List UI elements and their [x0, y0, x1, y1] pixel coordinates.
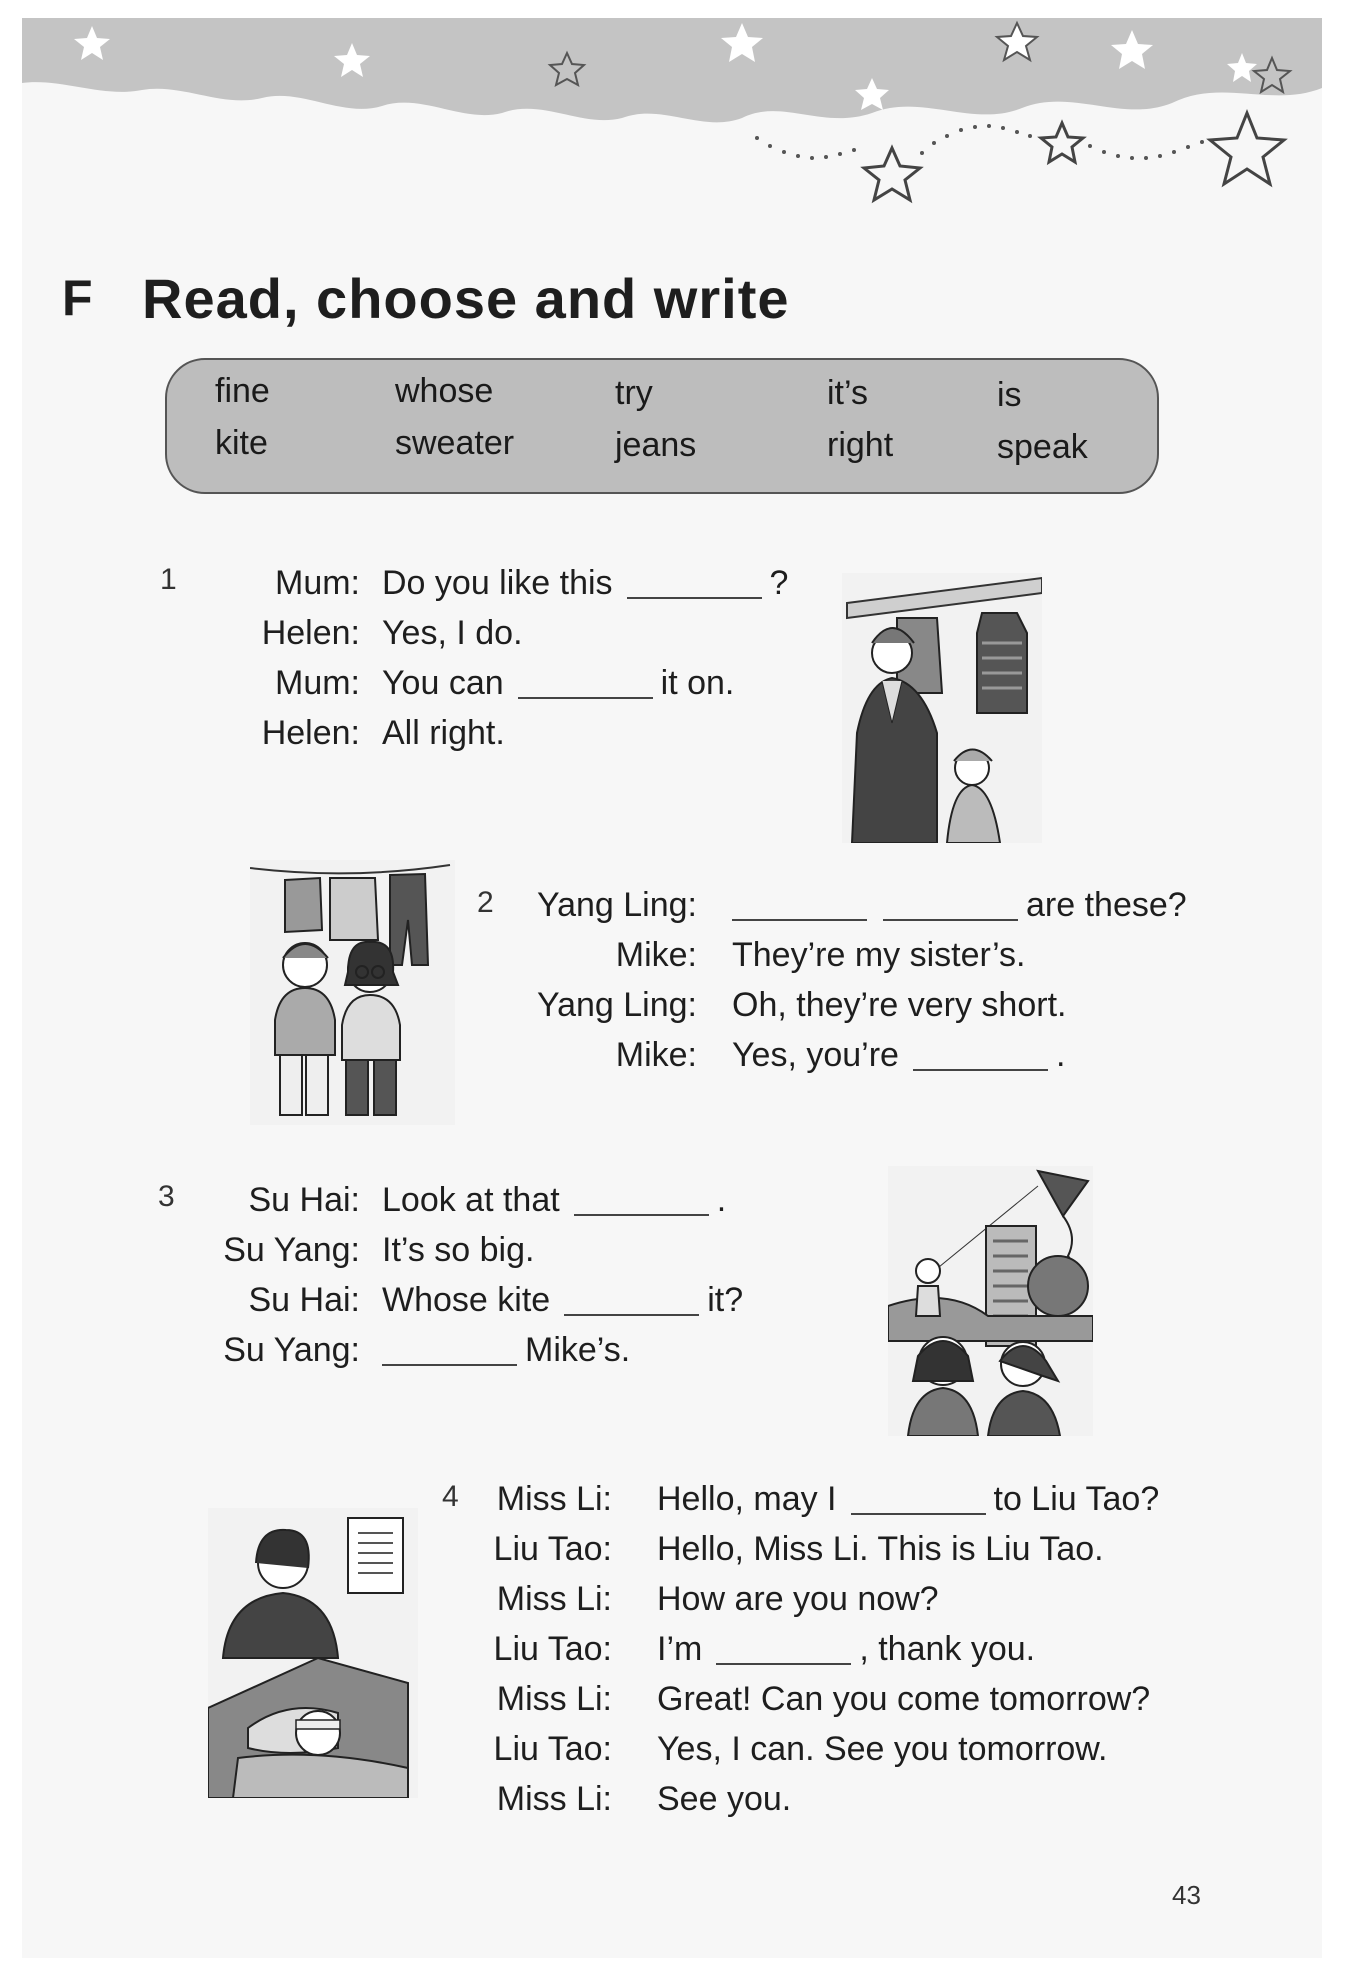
speaker: Miss Li:: [496, 1479, 612, 1518]
speaker: Mike:: [615, 935, 697, 974]
word-box: [165, 358, 1159, 494]
speaker: Yang Ling:: [536, 885, 697, 924]
word-speak: speak: [997, 428, 1088, 466]
speaker: Miss Li:: [496, 1679, 612, 1718]
line-text: They’re my sister’s.: [732, 935, 1026, 974]
line-text: Great! Can you come tomorrow?: [657, 1679, 1151, 1718]
exercise-number: 2: [477, 886, 494, 919]
section-title: Read, choose and write: [142, 266, 790, 330]
speaker: Su Yang:: [223, 1330, 360, 1369]
exercise-number: 1: [160, 563, 177, 596]
speaker: Helen:: [261, 613, 360, 652]
line-text: to Liu Tao?: [993, 1479, 1160, 1518]
line-text: ?: [769, 563, 789, 602]
clothes-line-illustration: [250, 860, 455, 1125]
line-text: Hello, may I: [657, 1479, 837, 1518]
word-kite: kite: [215, 424, 268, 462]
answer-blank[interactable]: [564, 1284, 699, 1316]
speaker: Liu Tao:: [493, 1629, 612, 1668]
phone-call-illustration: [208, 1508, 418, 1798]
speaker: Su Yang:: [223, 1230, 360, 1269]
line-text: Look at that: [382, 1180, 560, 1219]
word-jeans: jeans: [615, 426, 697, 464]
dialogue-line: [182, 1325, 630, 1375]
speaker: Miss Li:: [496, 1779, 612, 1818]
speaker: Mum:: [275, 663, 360, 702]
dialogue-line: [182, 1175, 726, 1225]
line-text: Yes, you’re: [732, 1035, 899, 1074]
line-text: Yes, I do.: [382, 613, 523, 652]
line-text: Yes, I can. See you tomorrow.: [657, 1729, 1108, 1768]
word-sweater: sweater: [395, 424, 515, 462]
line-text: are these?: [1026, 885, 1187, 924]
line-text: You can: [382, 663, 504, 702]
shop-illustration: [842, 573, 1042, 843]
dialogue-line: [182, 608, 523, 658]
dialogue-line: [182, 1275, 743, 1325]
line-text: it?: [707, 1280, 744, 1319]
dialogue-line: [462, 1774, 791, 1824]
answer-blank[interactable]: [913, 1039, 1048, 1071]
exercise-number: 3: [158, 1180, 175, 1213]
dialogue-line: [492, 980, 1066, 1030]
line-text: I’m: [657, 1629, 703, 1668]
word-right: right: [827, 426, 894, 464]
speaker: Liu Tao:: [493, 1729, 612, 1768]
line-text: It’s so big.: [382, 1230, 535, 1269]
speaker: Mum:: [275, 563, 360, 602]
dialogue-line: [462, 1474, 1159, 1524]
speaker: Liu Tao:: [493, 1529, 612, 1568]
dialogue-line: [462, 1574, 939, 1624]
line-text: it on.: [660, 663, 735, 702]
workbook-page: [22, 18, 1322, 1958]
dialogue-line: [462, 1624, 1035, 1674]
dialogue-line: [182, 1225, 534, 1275]
dialogue-line: [182, 558, 788, 608]
answer-blank[interactable]: [851, 1483, 986, 1515]
answer-blank[interactable]: [627, 567, 762, 599]
speaker: Su Hai:: [248, 1180, 360, 1219]
dialogue-line: [182, 658, 734, 708]
line-text: Do you like this: [382, 563, 613, 602]
speaker: Mike:: [615, 1035, 697, 1074]
line-text: , thank you.: [859, 1629, 1036, 1668]
line-text: Whose kite: [382, 1280, 551, 1319]
word-is: is: [997, 376, 1022, 414]
line-text: How are you now?: [657, 1579, 939, 1618]
speaker: Su Hai:: [248, 1280, 360, 1319]
word-whose: whose: [395, 372, 494, 410]
dialogue-line: [462, 1524, 1104, 1574]
kite-illustration: [888, 1166, 1093, 1436]
answer-blank[interactable]: [883, 889, 1018, 921]
line-text: See you.: [657, 1779, 792, 1818]
word-its: it’s: [827, 374, 868, 412]
answer-blank[interactable]: [574, 1184, 709, 1216]
dialogue-line: [462, 1724, 1107, 1774]
word-fine: fine: [215, 372, 270, 410]
exercise-number: 4: [442, 1480, 459, 1513]
speaker: Yang Ling:: [536, 985, 697, 1024]
line-text: .: [1055, 1035, 1066, 1074]
dialogue-line: [492, 1030, 1065, 1080]
line-text: Oh, they’re very short.: [732, 985, 1067, 1024]
star-banner: [22, 18, 1322, 238]
line-text: All right.: [382, 713, 505, 752]
dialogue-line: [492, 930, 1025, 980]
speaker: Helen:: [261, 713, 360, 752]
page-number: 43: [1172, 1880, 1201, 1910]
dialogue-line: [182, 708, 505, 758]
dialogue-line: [462, 1674, 1150, 1724]
dotted-trails: [755, 124, 1204, 160]
line-text: Mike’s.: [525, 1330, 631, 1369]
word-try: try: [615, 374, 653, 412]
dialogue-line: [492, 880, 1187, 930]
section-letter: F: [62, 270, 93, 326]
section-heading: [62, 258, 790, 338]
line-text: .: [716, 1180, 727, 1219]
line-text: Hello, Miss Li. This is Liu Tao.: [657, 1529, 1104, 1568]
answer-blank[interactable]: [732, 889, 867, 921]
outline-stars: [864, 113, 1284, 200]
answer-blank[interactable]: [518, 667, 653, 699]
speaker: Miss Li:: [496, 1579, 612, 1618]
answer-blank[interactable]: [382, 1334, 517, 1366]
answer-blank[interactable]: [716, 1633, 851, 1665]
